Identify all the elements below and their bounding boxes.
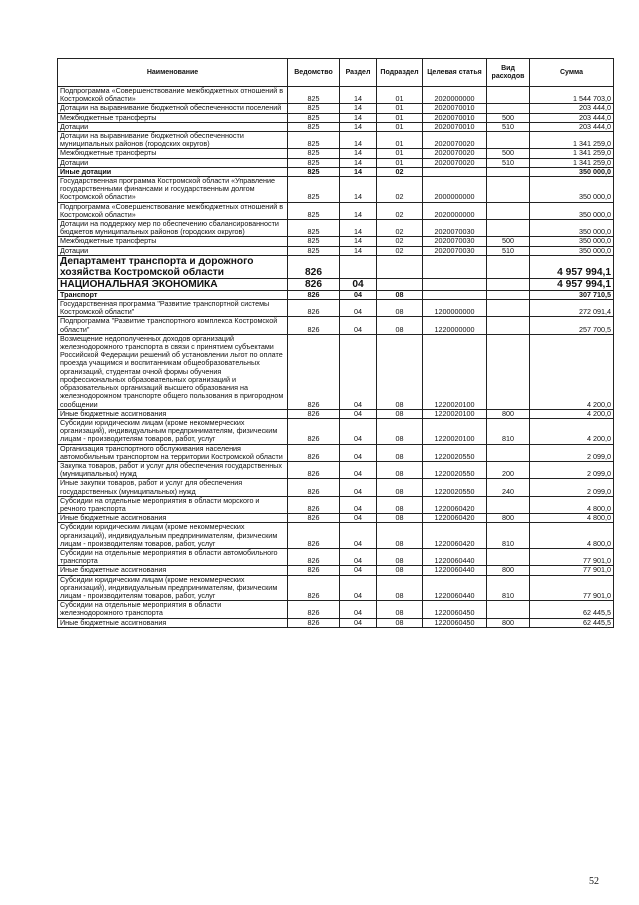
table-row bbox=[58, 220, 614, 237]
row-subsection: 02 bbox=[377, 246, 423, 255]
row-name: Иные бюджетные ассигнования bbox=[58, 409, 288, 418]
row-target: 2020070020 bbox=[423, 158, 487, 167]
row-name: Дотации на поддержку мер по обеспечению сбалансированности бюджетов муниципальных районов (городских округов) bbox=[58, 220, 288, 237]
row-kind bbox=[487, 300, 530, 317]
budget-sheet bbox=[57, 58, 613, 628]
row-section: 04 bbox=[340, 514, 377, 523]
row-target: 2020070030 bbox=[423, 220, 487, 237]
row-target: 1220020550 bbox=[423, 479, 487, 496]
row-section: 14 bbox=[340, 149, 377, 158]
row-subsection: 08 bbox=[377, 601, 423, 618]
row-subsection: 08 bbox=[377, 290, 423, 299]
row-section: 14 bbox=[340, 113, 377, 122]
row-name: Иные бюджетные ассигнования bbox=[58, 566, 288, 575]
row-subsection: 08 bbox=[377, 496, 423, 513]
row-target: 1220020550 bbox=[423, 461, 487, 478]
row-dept: 826 bbox=[288, 618, 340, 627]
row-section: 14 bbox=[340, 246, 377, 255]
row-dept: 825 bbox=[288, 246, 340, 255]
row-dept: 825 bbox=[288, 122, 340, 131]
row-subsection: 08 bbox=[377, 418, 423, 444]
row-name: Субсидии на отдельные мероприятия в области морского и речного транспорта bbox=[58, 496, 288, 513]
header-sum: Сумма bbox=[530, 59, 614, 87]
row-sum: 257 700,5 bbox=[530, 317, 614, 334]
row-target: 1220060420 bbox=[423, 523, 487, 549]
row-kind: 810 bbox=[487, 418, 530, 444]
row-dept: 826 bbox=[288, 496, 340, 513]
row-section: 04 bbox=[340, 575, 377, 601]
row-kind: 800 bbox=[487, 514, 530, 523]
row-subsection: 01 bbox=[377, 87, 423, 104]
row-target: 1220060440 bbox=[423, 566, 487, 575]
row-kind: 510 bbox=[487, 246, 530, 255]
row-target: 2020070020 bbox=[423, 149, 487, 158]
row-target: 2020070010 bbox=[423, 122, 487, 131]
row-kind bbox=[487, 290, 530, 299]
row-name: Субсидии юридическим лицам (кроме некоммерческих организаций), индивидуальным предпринимателям, физическим лицам - производителям товаров, работ, услуг bbox=[58, 523, 288, 549]
row-name: Межбюджетные трансферты bbox=[58, 149, 288, 158]
row-section: 04 bbox=[340, 334, 377, 409]
row-kind: 500 bbox=[487, 113, 530, 122]
row-sum: 4 800,0 bbox=[530, 496, 614, 513]
row-kind: 200 bbox=[487, 461, 530, 478]
row-subsection: 08 bbox=[377, 523, 423, 549]
table-row bbox=[58, 149, 614, 158]
row-target bbox=[423, 278, 487, 290]
table-row bbox=[58, 255, 614, 278]
table-row bbox=[58, 334, 614, 409]
row-subsection: 08 bbox=[377, 334, 423, 409]
table-row bbox=[58, 317, 614, 334]
row-name: Иные бюджетные ассигнования bbox=[58, 514, 288, 523]
row-section: 14 bbox=[340, 202, 377, 219]
table-row bbox=[58, 461, 614, 478]
row-dept: 826 bbox=[288, 575, 340, 601]
row-kind bbox=[487, 278, 530, 290]
row-subsection: 08 bbox=[377, 479, 423, 496]
table-row bbox=[58, 409, 614, 418]
row-name: Возмещение недополученных доходов организаций железнодорожного транспорта в связи с принятием субъектами Российской Федерации решений об установлении льгот по оплате проезда учащимся и воспитанникам общеобразовательных организаций, студентам очной формы обучения профессиональных образовательных организаций и образовательных организаций высшего образования на железнодорожном транспорте общего пользования в пригородном сообщении bbox=[58, 334, 288, 409]
row-section: 04 bbox=[340, 290, 377, 299]
row-kind bbox=[487, 255, 530, 278]
row-sum: 1 341 259,0 bbox=[530, 149, 614, 158]
row-name: Дотации bbox=[58, 122, 288, 131]
budget-table bbox=[57, 58, 614, 628]
table-row bbox=[58, 418, 614, 444]
row-name: Иные бюджетные ассигнования bbox=[58, 618, 288, 627]
row-target: 2020000000 bbox=[423, 87, 487, 104]
table-row bbox=[58, 514, 614, 523]
row-dept: 826 bbox=[288, 548, 340, 565]
row-kind: 500 bbox=[487, 237, 530, 246]
row-section: 14 bbox=[340, 177, 377, 203]
row-subsection: 02 bbox=[377, 177, 423, 203]
row-dept: 826 bbox=[288, 334, 340, 409]
row-subsection: 08 bbox=[377, 461, 423, 478]
row-name: Закупка товаров, работ и услуг для обеспечения государственных (муниципальных) нужд bbox=[58, 461, 288, 478]
row-name: Межбюджетные трансферты bbox=[58, 113, 288, 122]
row-section: 04 bbox=[340, 278, 377, 290]
row-target: 2020070010 bbox=[423, 104, 487, 113]
row-target: 2020070030 bbox=[423, 246, 487, 255]
row-kind: 800 bbox=[487, 566, 530, 575]
row-name: Субсидии на отдельные мероприятия в области автомобильного транспорта bbox=[58, 548, 288, 565]
row-name: Департамент транспорта и дорожного хозяйства Костромской области bbox=[58, 255, 288, 278]
table-body bbox=[58, 87, 614, 628]
row-dept: 825 bbox=[288, 149, 340, 158]
row-subsection: 08 bbox=[377, 618, 423, 627]
row-sum: 350 000,0 bbox=[530, 237, 614, 246]
row-section: 14 bbox=[340, 132, 377, 149]
row-kind bbox=[487, 87, 530, 104]
row-subsection: 08 bbox=[377, 514, 423, 523]
header-dept: Ведомство bbox=[288, 59, 340, 87]
row-sum: 350 000,0 bbox=[530, 202, 614, 219]
table-row bbox=[58, 601, 614, 618]
row-kind bbox=[487, 167, 530, 176]
row-section: 04 bbox=[340, 618, 377, 627]
table-row bbox=[58, 158, 614, 167]
row-sum: 203 444,0 bbox=[530, 113, 614, 122]
row-dept: 825 bbox=[288, 177, 340, 203]
row-dept: 826 bbox=[288, 278, 340, 290]
row-sum: 4 957 994,1 bbox=[530, 278, 614, 290]
table-header-row bbox=[58, 59, 614, 87]
row-kind bbox=[487, 444, 530, 461]
row-kind: 800 bbox=[487, 409, 530, 418]
table-row bbox=[58, 618, 614, 627]
row-kind: 810 bbox=[487, 523, 530, 549]
row-sum: 350 000,0 bbox=[530, 246, 614, 255]
row-target: 1220060440 bbox=[423, 575, 487, 601]
row-dept: 825 bbox=[288, 87, 340, 104]
row-kind: 240 bbox=[487, 479, 530, 496]
row-subsection: 08 bbox=[377, 566, 423, 575]
row-section: 04 bbox=[340, 523, 377, 549]
row-target: 1220060440 bbox=[423, 548, 487, 565]
row-sum: 2 099,0 bbox=[530, 479, 614, 496]
row-subsection: 01 bbox=[377, 132, 423, 149]
row-name: Дотации на выравнивание бюджетной обеспеченности муниципальных районов (городских округов) bbox=[58, 132, 288, 149]
row-name: Иные закупки товаров, работ и услуг для обеспечения государственных (муниципальных) нужд bbox=[58, 479, 288, 496]
row-sum: 2 099,0 bbox=[530, 461, 614, 478]
row-target bbox=[423, 255, 487, 278]
table-row bbox=[58, 290, 614, 299]
row-subsection: 08 bbox=[377, 575, 423, 601]
row-dept: 825 bbox=[288, 220, 340, 237]
row-section: 04 bbox=[340, 317, 377, 334]
row-target bbox=[423, 290, 487, 299]
row-section: 04 bbox=[340, 300, 377, 317]
table-row bbox=[58, 575, 614, 601]
row-dept: 826 bbox=[288, 290, 340, 299]
row-name: Субсидии на отдельные мероприятия в области железнодорожного транспорта bbox=[58, 601, 288, 618]
row-sum: 203 444,0 bbox=[530, 122, 614, 131]
row-target: 1220000000 bbox=[423, 317, 487, 334]
row-kind: 800 bbox=[487, 618, 530, 627]
row-dept: 825 bbox=[288, 113, 340, 122]
row-section bbox=[340, 255, 377, 278]
row-subsection: 02 bbox=[377, 167, 423, 176]
row-sum: 4 800,0 bbox=[530, 523, 614, 549]
row-section: 04 bbox=[340, 601, 377, 618]
row-subsection: 01 bbox=[377, 122, 423, 131]
row-dept: 826 bbox=[288, 300, 340, 317]
row-subsection: 01 bbox=[377, 104, 423, 113]
row-target: 2020000000 bbox=[423, 202, 487, 219]
header-name: Наименование bbox=[58, 59, 288, 87]
header-target: Целевая статья bbox=[423, 59, 487, 87]
row-kind bbox=[487, 220, 530, 237]
row-section: 14 bbox=[340, 104, 377, 113]
row-target: 1220060450 bbox=[423, 601, 487, 618]
row-dept: 825 bbox=[288, 202, 340, 219]
row-sum: 2 099,0 bbox=[530, 444, 614, 461]
row-kind bbox=[487, 132, 530, 149]
row-subsection: 08 bbox=[377, 444, 423, 461]
row-kind bbox=[487, 177, 530, 203]
row-kind bbox=[487, 104, 530, 113]
row-sum: 62 445,5 bbox=[530, 601, 614, 618]
table-row bbox=[58, 496, 614, 513]
row-kind bbox=[487, 334, 530, 409]
row-dept: 826 bbox=[288, 418, 340, 444]
table-row bbox=[58, 237, 614, 246]
row-sum: 77 901,0 bbox=[530, 566, 614, 575]
row-target: 1220060420 bbox=[423, 496, 487, 513]
row-name: Иные дотации bbox=[58, 167, 288, 176]
table-row bbox=[58, 113, 614, 122]
row-name: Транспорт bbox=[58, 290, 288, 299]
header-kind: Вид расходов bbox=[487, 59, 530, 87]
row-dept: 826 bbox=[288, 409, 340, 418]
row-name: Субсидии юридическим лицам (кроме некоммерческих организаций), индивидуальным предпринимателям, физическим лицам - производителям товаров, работ, услуг bbox=[58, 575, 288, 601]
row-dept: 826 bbox=[288, 479, 340, 496]
row-section: 04 bbox=[340, 461, 377, 478]
row-subsection: 01 bbox=[377, 158, 423, 167]
row-section: 14 bbox=[340, 220, 377, 237]
row-sum: 77 901,0 bbox=[530, 548, 614, 565]
row-section: 04 bbox=[340, 496, 377, 513]
row-section: 04 bbox=[340, 548, 377, 565]
row-kind: 810 bbox=[487, 575, 530, 601]
row-sum: 4 200,0 bbox=[530, 334, 614, 409]
row-subsection: 02 bbox=[377, 202, 423, 219]
row-dept: 825 bbox=[288, 132, 340, 149]
row-section: 04 bbox=[340, 566, 377, 575]
row-section: 14 bbox=[340, 87, 377, 104]
table-row bbox=[58, 566, 614, 575]
row-kind bbox=[487, 317, 530, 334]
row-sum: 350 000,0 bbox=[530, 167, 614, 176]
row-dept: 825 bbox=[288, 167, 340, 176]
row-kind: 510 bbox=[487, 122, 530, 131]
table-row bbox=[58, 167, 614, 176]
row-dept: 826 bbox=[288, 444, 340, 461]
row-target: 1220020550 bbox=[423, 444, 487, 461]
table-row bbox=[58, 87, 614, 104]
row-section: 14 bbox=[340, 122, 377, 131]
page-number: 52 bbox=[589, 876, 599, 887]
row-name: Межбюджетные трансферты bbox=[58, 237, 288, 246]
row-section: 14 bbox=[340, 237, 377, 246]
row-sum: 1 341 259,0 bbox=[530, 158, 614, 167]
row-dept: 826 bbox=[288, 514, 340, 523]
row-name: Подпрограмма «Совершенствование межбюджетных отношений в Костромской области» bbox=[58, 87, 288, 104]
row-dept: 826 bbox=[288, 461, 340, 478]
row-kind bbox=[487, 496, 530, 513]
row-sum: 4 957 994,1 bbox=[530, 255, 614, 278]
header-section: Раздел bbox=[340, 59, 377, 87]
row-name: Субсидии юридическим лицам (кроме некоммерческих организаций), индивидуальным предпринимателям, физическим лицам - производителям товаров, работ, услуг bbox=[58, 418, 288, 444]
row-name: Государственная программа Костромской области «Управление государственными финансами и государственным долгом Костромской области» bbox=[58, 177, 288, 203]
row-kind bbox=[487, 548, 530, 565]
row-target: 1220020100 bbox=[423, 409, 487, 418]
row-dept: 825 bbox=[288, 237, 340, 246]
row-target: 1200000000 bbox=[423, 300, 487, 317]
table-row bbox=[58, 246, 614, 255]
table-row bbox=[58, 202, 614, 219]
table-row bbox=[58, 177, 614, 203]
row-kind bbox=[487, 202, 530, 219]
row-subsection: 08 bbox=[377, 317, 423, 334]
row-name: Дотации на выравнивание бюджетной обеспеченности поселений bbox=[58, 104, 288, 113]
row-sum: 203 444,0 bbox=[530, 104, 614, 113]
row-sum: 4 200,0 bbox=[530, 409, 614, 418]
row-sum: 1 341 259,0 bbox=[530, 132, 614, 149]
table-row bbox=[58, 479, 614, 496]
row-subsection: 02 bbox=[377, 220, 423, 237]
row-dept: 826 bbox=[288, 255, 340, 278]
row-subsection: 01 bbox=[377, 149, 423, 158]
row-target: 1220060420 bbox=[423, 514, 487, 523]
row-target: 2000000000 bbox=[423, 177, 487, 203]
table-row bbox=[58, 132, 614, 149]
table-row bbox=[58, 122, 614, 131]
row-dept: 826 bbox=[288, 566, 340, 575]
row-dept: 826 bbox=[288, 601, 340, 618]
row-target: 2020070030 bbox=[423, 237, 487, 246]
row-sum: 350 000,0 bbox=[530, 220, 614, 237]
row-target: 2020070010 bbox=[423, 113, 487, 122]
row-subsection: 01 bbox=[377, 113, 423, 122]
row-target: 1220020100 bbox=[423, 334, 487, 409]
row-target: 1220060450 bbox=[423, 618, 487, 627]
row-target: 1220020100 bbox=[423, 418, 487, 444]
row-name: Дотации bbox=[58, 158, 288, 167]
row-section: 14 bbox=[340, 158, 377, 167]
row-name: Подпрограмма «Совершенствование межбюджетных отношений в Костромской области» bbox=[58, 202, 288, 219]
row-sum: 4 800,0 bbox=[530, 514, 614, 523]
row-subsection bbox=[377, 255, 423, 278]
row-sum: 4 200,0 bbox=[530, 418, 614, 444]
row-subsection: 08 bbox=[377, 300, 423, 317]
row-sum: 307 710,5 bbox=[530, 290, 614, 299]
row-dept: 825 bbox=[288, 158, 340, 167]
row-section: 04 bbox=[340, 479, 377, 496]
row-section: 04 bbox=[340, 444, 377, 461]
row-kind bbox=[487, 601, 530, 618]
row-sum: 1 544 703,0 bbox=[530, 87, 614, 104]
table-row bbox=[58, 444, 614, 461]
row-sum: 77 901,0 bbox=[530, 575, 614, 601]
row-kind: 500 bbox=[487, 149, 530, 158]
row-kind: 510 bbox=[487, 158, 530, 167]
row-dept: 826 bbox=[288, 523, 340, 549]
header-subsection: Подраздел bbox=[377, 59, 423, 87]
row-section: 04 bbox=[340, 418, 377, 444]
row-section: 04 bbox=[340, 409, 377, 418]
row-subsection bbox=[377, 278, 423, 290]
row-section: 14 bbox=[340, 167, 377, 176]
row-name: Подпрограмма "Развитие транспортного комплекса Костромской области" bbox=[58, 317, 288, 334]
row-name: Дотации bbox=[58, 246, 288, 255]
row-target bbox=[423, 167, 487, 176]
table-row bbox=[58, 300, 614, 317]
table-row bbox=[58, 548, 614, 565]
row-subsection: 08 bbox=[377, 548, 423, 565]
row-dept: 825 bbox=[288, 104, 340, 113]
row-name: Государственная программа "Развитие транспортной системы Костромской области" bbox=[58, 300, 288, 317]
row-name: Организация транспортного обслуживания населения автомобильным транспортом на территории Костромской области bbox=[58, 444, 288, 461]
row-target: 2020070020 bbox=[423, 132, 487, 149]
row-sum: 350 000,0 bbox=[530, 177, 614, 203]
row-dept: 826 bbox=[288, 317, 340, 334]
row-subsection: 08 bbox=[377, 409, 423, 418]
table-row bbox=[58, 523, 614, 549]
table-row bbox=[58, 104, 614, 113]
row-sum: 62 445,5 bbox=[530, 618, 614, 627]
row-sum: 272 091,4 bbox=[530, 300, 614, 317]
table-row bbox=[58, 278, 614, 290]
row-subsection: 02 bbox=[377, 237, 423, 246]
row-name: НАЦИОНАЛЬНАЯ ЭКОНОМИКА bbox=[58, 278, 288, 290]
